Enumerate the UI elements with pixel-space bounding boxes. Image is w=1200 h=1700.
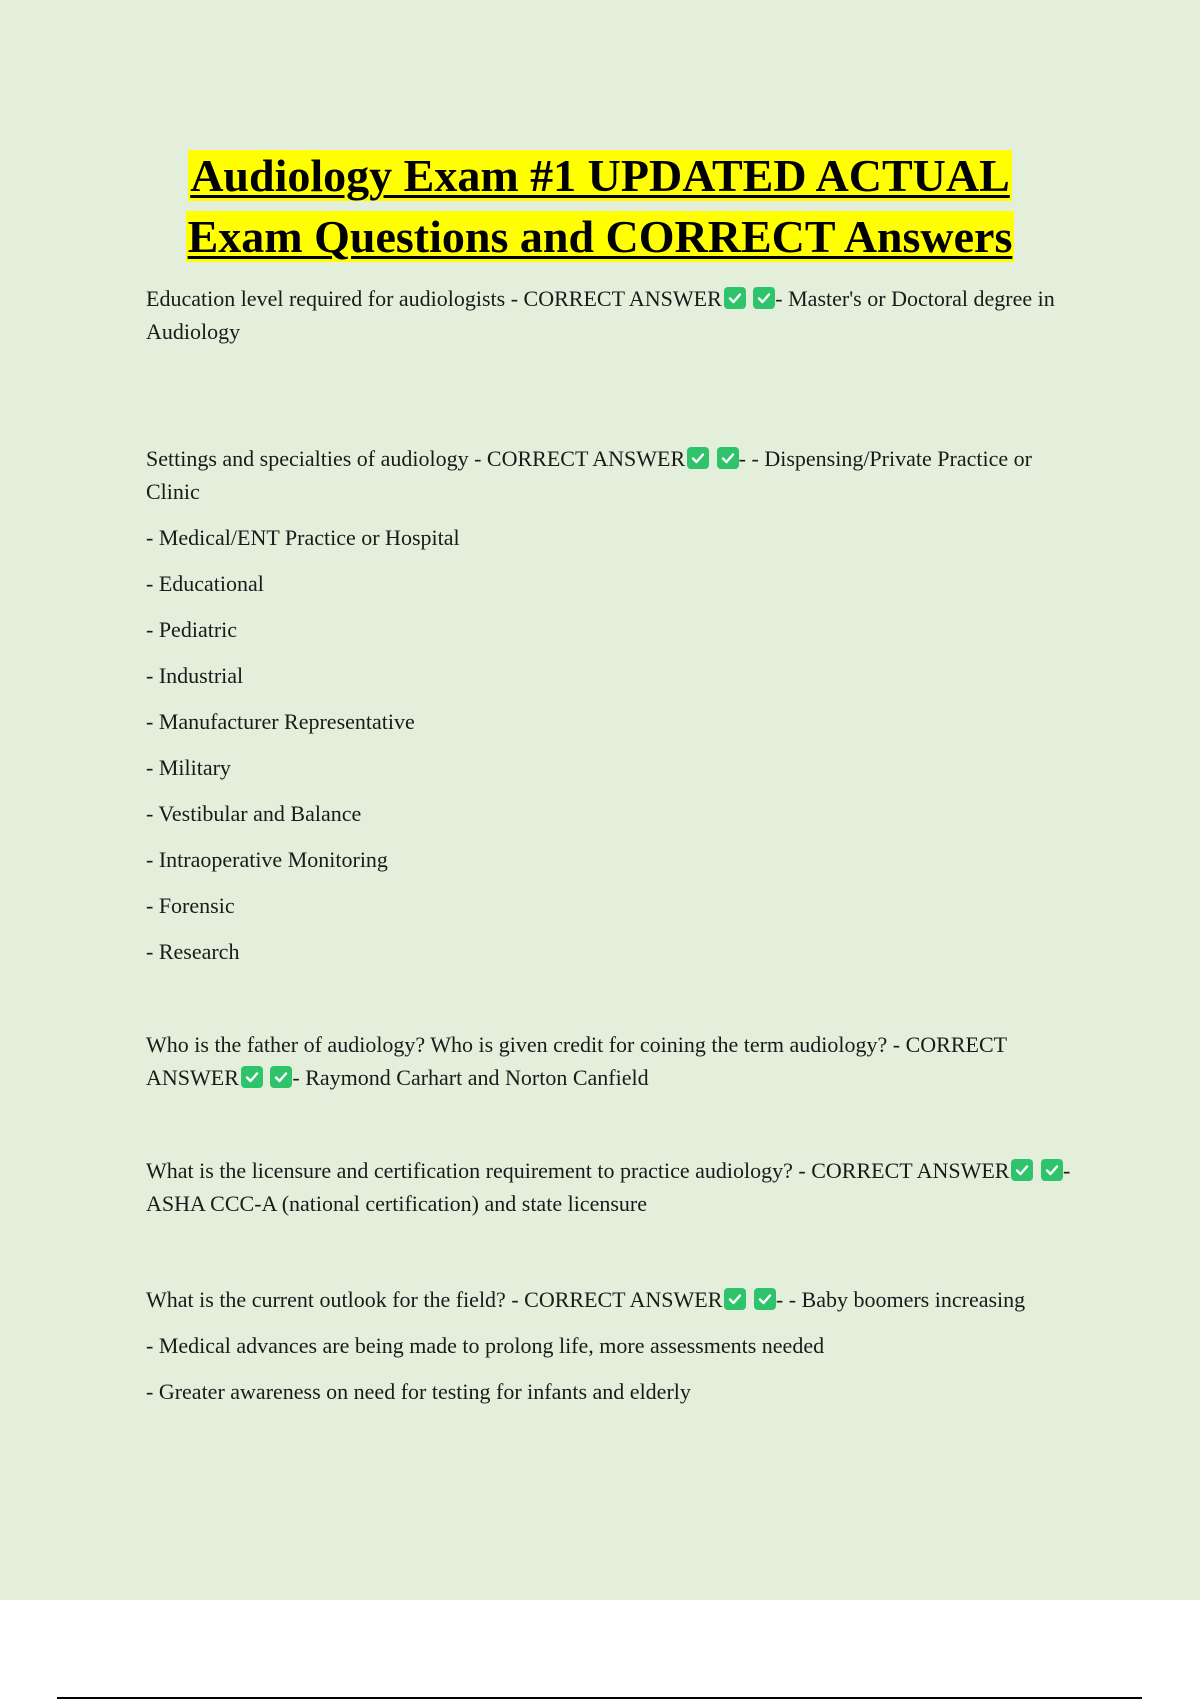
check-mark-icon [1041, 1159, 1063, 1181]
list-item: - Industrial [146, 663, 244, 688]
qa-entry-1 [146, 282, 1076, 348]
answer-text: - Raymond Carhart and Norton Canfield [292, 1065, 649, 1090]
title-line-1: Audiology Exam #1 UPDATED ACTUAL [190, 150, 1010, 201]
check-mark-icon [753, 287, 775, 309]
check-mark-icon [1011, 1159, 1033, 1181]
question-text: Education level required for audiologists - CORRECT ANSWER [146, 286, 722, 311]
list-item: - Vestibular and Balance [146, 801, 362, 826]
list-item: - Manufacturer Representative [146, 709, 415, 734]
qa-entry-2 [146, 442, 1076, 508]
check-mark-icon [717, 447, 739, 469]
check-mark-icon [241, 1066, 263, 1088]
answer-text: - Master's or Doctoral degree in Audiology [146, 286, 1055, 344]
list-item: - Medical/ENT Practice or Hospital [146, 525, 460, 550]
question-text: What is the licensure and certification requirement to practice audiology? - CORRECT ANSWER [146, 1158, 1010, 1183]
list-item: - Military [146, 755, 231, 780]
question-text: What is the current outlook for the field? - CORRECT ANSWER [146, 1287, 723, 1312]
list-item: - Greater awareness on need for testing for infants and elderly [146, 1379, 691, 1404]
qa-entry-3 [146, 1028, 1076, 1094]
qa-entry-4 [146, 1154, 1076, 1220]
qa-entry-5 [146, 1283, 1076, 1316]
list-item: - Educational [146, 571, 264, 596]
check-mark-icon [270, 1066, 292, 1088]
question-text: Settings and specialties of audiology - CORRECT ANSWER [146, 446, 686, 471]
title-line-2: Exam Questions and CORRECT Answers [187, 211, 1013, 262]
list-item: - Intraoperative Monitoring [146, 847, 388, 872]
list-item: - Pediatric [146, 617, 238, 642]
check-mark-icon [724, 287, 746, 309]
check-mark-icon [724, 1288, 746, 1310]
footer-divider [57, 1697, 1142, 1699]
answer-text: - ASHA CCC-A (national certification) and state licensure [146, 1158, 1071, 1216]
list-item: - Research [146, 939, 240, 964]
check-mark-icon [687, 447, 709, 469]
answer-text: - - Baby boomers increasing [775, 1287, 1026, 1312]
document-title [150, 145, 1050, 267]
answer-text: - - Dispensing/Private Practice or Clinic [146, 446, 1032, 504]
question-text: Who is the father of audiology? Who is given credit for coining the term audiology? - CORRECT ANSWER [146, 1032, 1007, 1090]
title-block [150, 145, 1050, 267]
list-item: - Medical advances are being made to prolong life, more assessments needed [146, 1333, 825, 1358]
check-mark-icon [754, 1288, 776, 1310]
list-item: - Forensic [146, 893, 235, 918]
qa-list [146, 282, 1076, 1408]
